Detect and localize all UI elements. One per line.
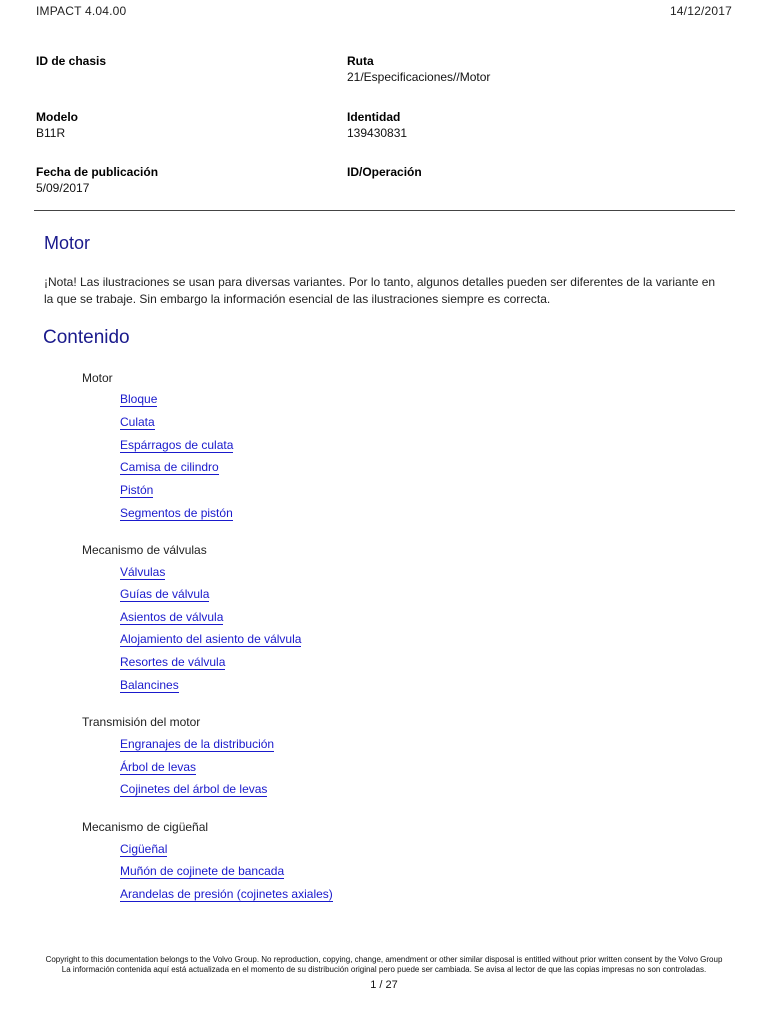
toc-link-balancines[interactable]: Balancines [120,678,179,692]
route-value: 21/Especificaciones//Motor [347,70,491,84]
toc-link-resortes-de-valvula[interactable]: Resortes de válvula [120,655,226,669]
toc-link-alojamiento-del-asiento-de-valvula[interactable]: Alojamiento del asiento de válvula [120,632,302,646]
model-field [36,110,336,140]
toc-link-ciguenal[interactable]: Cigüeñal [120,842,168,856]
toc-group-title-transmision-del-motor: Transmisión del motor [82,715,201,729]
disclaimer-notice: La información contenida aquí está actualizada en el momento de su distribución original pero puede ser cambiada. Se avisa al lector de que las copias impresas no son controladas. [61,965,707,974]
toc-group-title-mecanismo-de-valvulas: Mecanismo de válvulas [82,543,207,557]
toc-link-culata[interactable]: Culata [120,415,155,429]
page-footer [30,955,738,991]
header-divider [34,210,735,211]
pubdate-field [36,165,336,195]
toc-link-arandelas-de-presion[interactable]: Arandelas de presión (cojinetes axiales) [120,887,333,901]
identity-field [347,110,647,140]
model-label: Modelo [36,110,78,124]
model-value: B11R [36,126,66,140]
page-header [36,4,732,20]
toc-link-esparragos-de-culata[interactable]: Espárragos de culata [120,438,234,452]
pubdate-value: 5/09/2017 [36,181,90,195]
pubdate-label: Fecha de publicación [36,165,159,179]
operation-label: ID/Operación [347,165,422,179]
toc-link-engranajes-de-la-distribucion[interactable]: Engranajes de la distribución [120,737,275,751]
chassis-field [36,54,336,70]
toc-link-bloque[interactable]: Bloque [120,392,158,406]
app-version: IMPACT 4.04.00 [36,4,127,18]
identity-label: Identidad [347,110,401,124]
copyright-notice: Copyright to this documentation belongs to the Volvo Group. No reproduction, copying, change, amendment or other similar disposal is entitled without prior written consent by the Volvo Group [45,955,723,964]
illustration-note: ¡Nota! Las ilustraciones se usan para diversas variantes. Por lo tanto, algunos detalles pueden ser diferentes de la variante en la que se trabaje. Sin embargo la información esencial de las ilustraciones siempre es correcta. [44,275,716,306]
page-number: 1 / 27 [370,979,398,991]
toc-group-title-motor: Motor [82,371,113,385]
toc-link-cojinetes-del-arbol-de-levas[interactable]: Cojinetes del árbol de levas [120,782,268,796]
toc-link-valvulas[interactable]: Válvulas [120,565,166,579]
toc-group-title-mecanismo-de-ciguenal: Mecanismo de cigüeñal [82,820,209,834]
toc-link-piston[interactable]: Pistón [120,483,154,497]
operation-field [347,165,647,181]
document-title: Motor [44,233,91,253]
toc-link-segmentos-de-piston[interactable]: Segmentos de pistón [120,506,233,520]
toc-link-camisa-de-cilindro[interactable]: Camisa de cilindro [120,460,219,474]
route-label: Ruta [347,54,374,68]
identity-value: 139430831 [347,126,408,140]
toc-link-guias-de-valvula[interactable]: Guías de válvula [120,587,210,601]
toc-link-munon-de-cojinete-de-bancada[interactable]: Muñón de cojinete de bancada [120,864,285,878]
chassis-label: ID de chasis [36,54,107,68]
route-field [347,54,647,84]
contents-heading: Contenido [43,327,130,348]
print-date: 14/12/2017 [669,4,732,18]
toc-link-arbol-de-levas[interactable]: Árbol de levas [120,760,197,774]
toc-link-asientos-de-valvula[interactable]: Asientos de válvula [120,610,224,624]
